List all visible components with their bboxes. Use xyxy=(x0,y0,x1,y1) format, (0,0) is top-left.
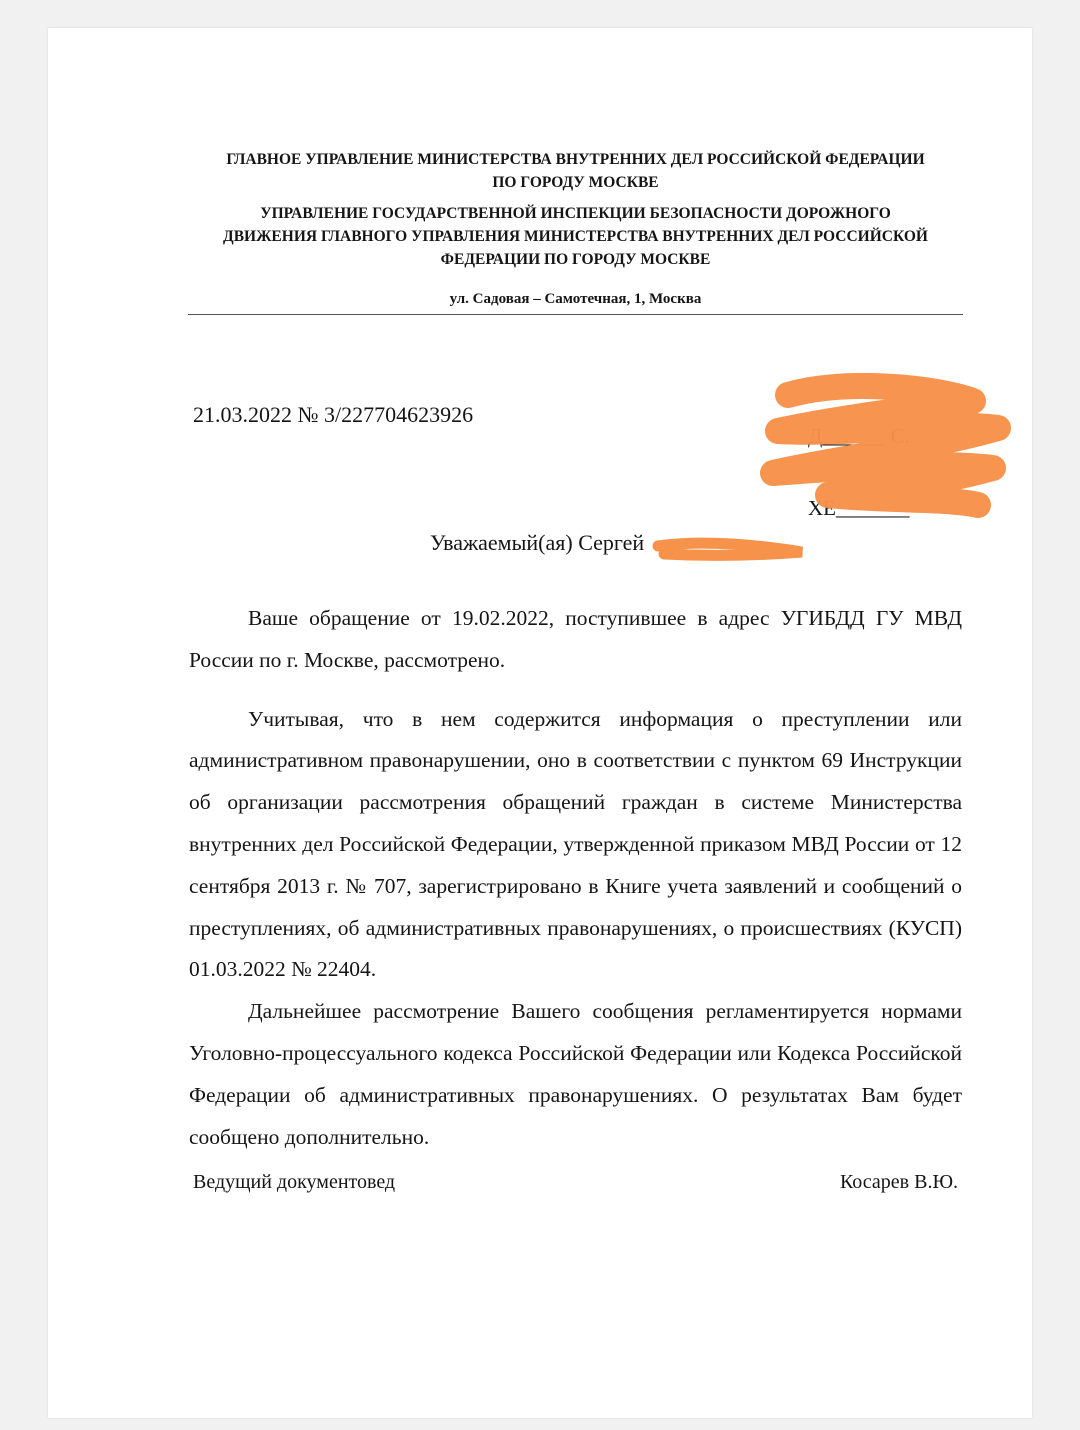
department-name-line-1: УПРАВЛЕНИЕ ГОСУДАРСТВЕННОЙ ИНСПЕКЦИИ БЕЗОПАСНОСТИ ДОРОЖНОГО xyxy=(260,205,891,222)
paragraph-3: Дальнейшее рассмотрение Вашего сообщения регламентируется нормами Уголовно-процессуального кодекса Российской Федерации или Кодекса Российской Федерации об административных правонарушениях. О результатах Вам будет сообщено дополнительно. xyxy=(189,999,962,1149)
paragraph-1: Ваше обращение от 19.02.2022, поступившее в адрес УГИБДД ГУ МВД России по г. Москве, рассмотрено. xyxy=(189,606,962,672)
registration-number: 21.03.2022 № 3/227704623926 xyxy=(193,402,474,427)
signatory-position: Ведущий документовед xyxy=(193,1171,396,1193)
recipient-line-1: Д______ С. xyxy=(808,424,910,448)
letterhead-address: ул. Садовая – Самотечная, 1, Москва xyxy=(449,291,702,307)
recipient-redaction-scribble xyxy=(758,373,1018,523)
department-name-line-2: ДВИЖЕНИЯ ГЛАВНОГО УПРАВЛЕНИЯ МИНИСТЕРСТВА ВНУТРЕННИХ ДЕЛ РОССИЙСКОЙ xyxy=(223,228,928,245)
letterhead-divider xyxy=(188,314,963,315)
surname-redaction-scribble xyxy=(652,532,812,564)
paragraph-2: Учитывая, что в нем содержится информация о преступлении или административном правонарушении, оно в соответствии с пунктом 69 Инструкции об организации рассмотрения обращений граждан в системе Министерства внутренних дел Российской Федерации, утвержденной приказом МВД России от 12 сентября 2013 г. № 707, зарегистрировано в Книге учета заявлений и сообщений о преступлениях, об административных правонарушениях, о происшествиях (КУСП) 01.03.2022 № 22404. xyxy=(189,706,962,982)
document-page xyxy=(48,28,1032,1418)
recipient-line-2: ХЕ_______ xyxy=(808,496,910,520)
org-name-line-2: ПО ГОРОДУ МОСКВЕ xyxy=(492,174,659,191)
letter-body xyxy=(189,598,962,1158)
org-name-line-1: ГЛАВНОЕ УПРАВЛЕНИЕ МИНИСТЕРСТВА ВНУТРЕННИХ ДЕЛ РОССИЙСКОЙ ФЕДЕРАЦИИ xyxy=(226,151,925,168)
department-name-line-3: ФЕДЕРАЦИИ ПО ГОРОДУ МОСКВЕ xyxy=(440,251,711,268)
letterhead xyxy=(188,148,963,311)
signatory-name: Косарев В.Ю. xyxy=(839,1171,958,1193)
signature-line xyxy=(193,1171,958,1194)
greeting: Уважаемый(ая) Сергей xyxy=(430,530,645,555)
